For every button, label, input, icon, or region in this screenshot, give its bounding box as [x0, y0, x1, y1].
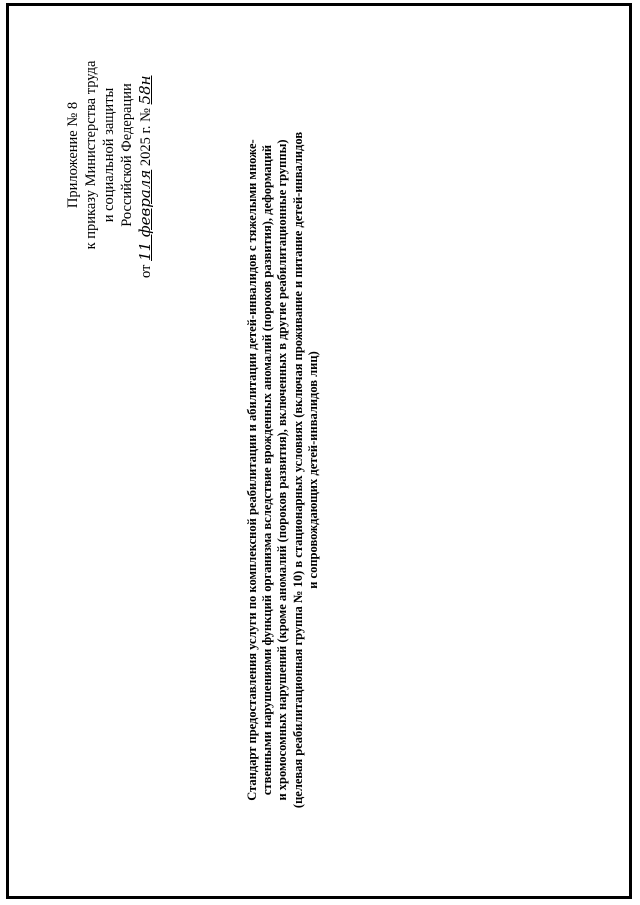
appendix-order-ref: к приказу Министерства труда: [83, 60, 99, 250]
handwritten-order-number: 58н: [136, 75, 154, 105]
date-year: 2025 г. №: [138, 108, 154, 167]
appendix-ministry: и социальной защиты: [101, 87, 117, 223]
appendix-block: [64, 30, 155, 280]
title-line: Стандарт предоставления услуги по комплексной реабилитации и абилитации детей-инвалидов с тяжелыми множе-: [245, 139, 259, 801]
title-line: и сопровождающих детей-инвалидов лиц): [305, 351, 320, 589]
document-title: [245, 80, 321, 860]
appendix-number: Приложение № 8: [65, 101, 81, 209]
appendix-date-line: [136, 30, 155, 280]
handwritten-date: 11 февраля: [136, 169, 154, 261]
date-prefix: от: [138, 264, 154, 278]
title-line: (целевая реабилитационная группа № 10) в стационарных условиях (включая проживание и питание детей-инвалидов: [290, 131, 305, 809]
title-line: ственными нарушениями функций организма вследствие врожденных аномалий (пороков развития), деформаций: [260, 144, 275, 796]
title-line: и хромосомных нарушений (кроме аномалий (пороков развития), включенных в другие реабилитационные группы): [275, 139, 290, 801]
appendix-federation: Российской Федерации: [119, 83, 135, 227]
